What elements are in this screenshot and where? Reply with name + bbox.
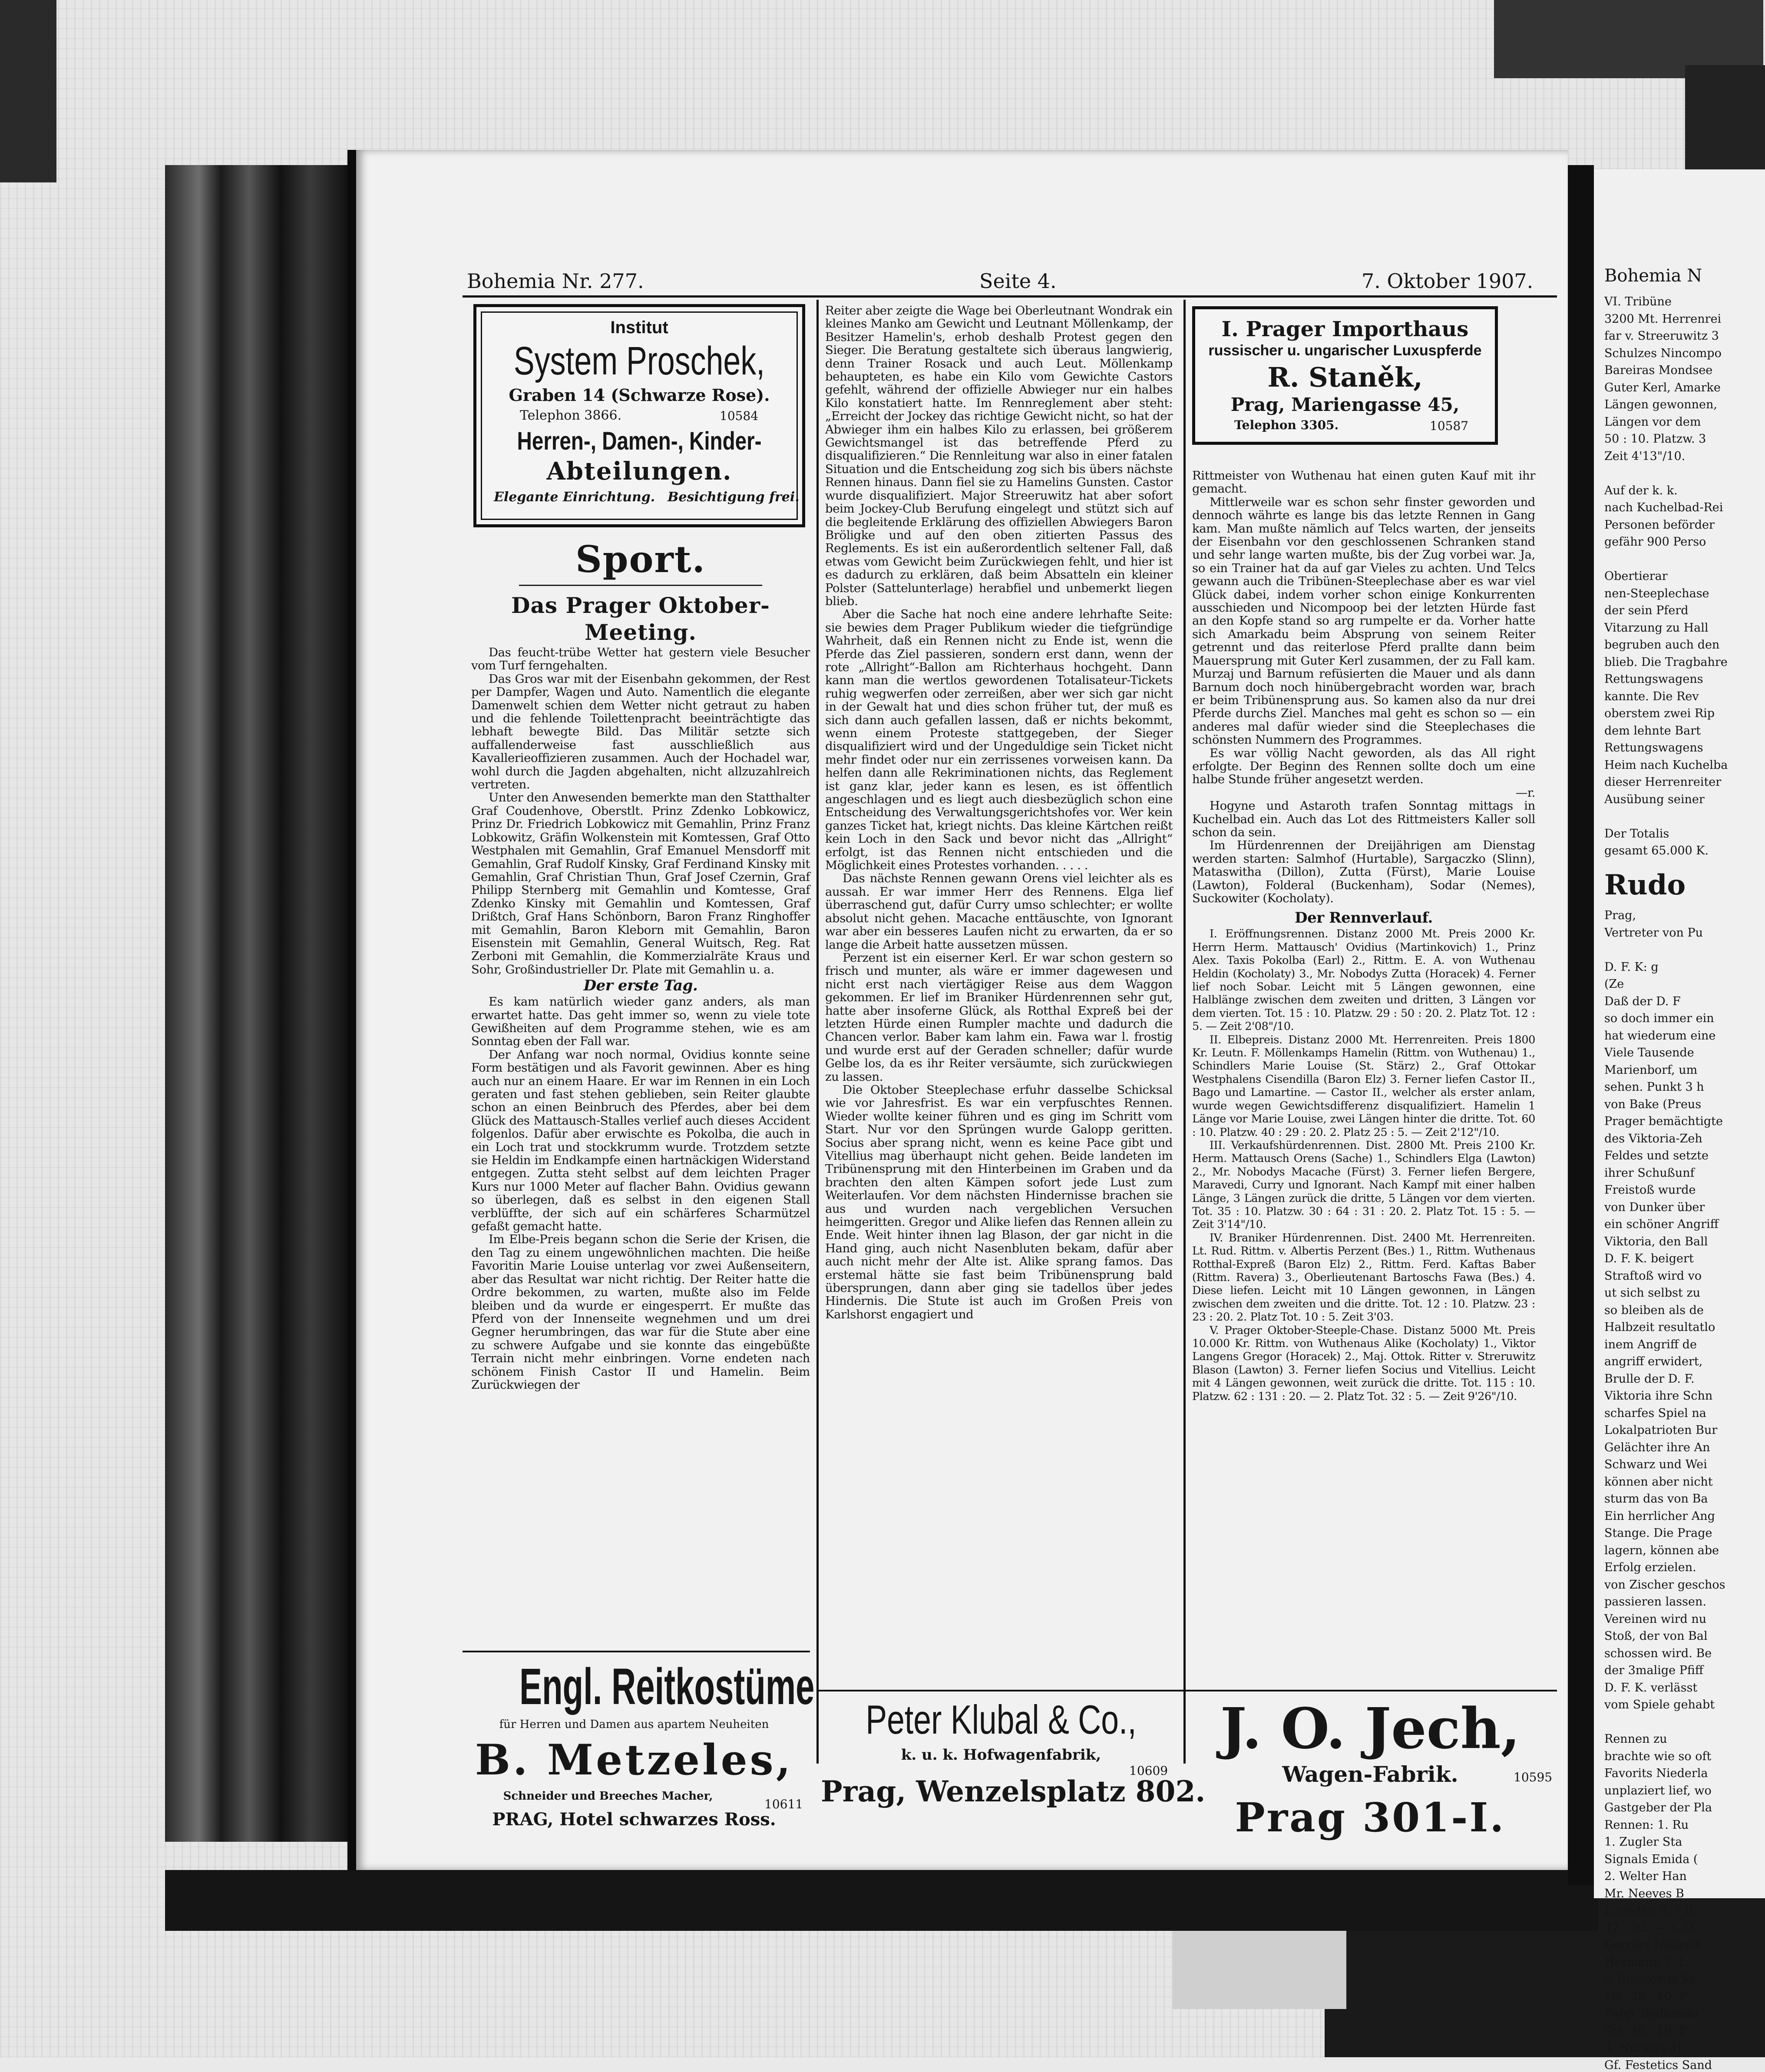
article-headline: Das Prager Oktober-Meeting.	[511, 592, 770, 645]
film-smudge	[0, 0, 56, 182]
adjacent-page-line: Vitarzung zu Hall	[1604, 621, 1709, 635]
adjacent-page-line: VI. Tribüne	[1604, 295, 1672, 308]
adjacent-page-line: Längen vor dem	[1604, 415, 1701, 429]
adjacent-page-line: Halbzeit resultatlo	[1604, 1321, 1715, 1334]
header-rule	[463, 295, 1557, 298]
column-rule	[816, 300, 819, 1764]
ad-stanek-name: R. Staněk,	[1267, 361, 1423, 393]
adjacent-page-line: Gelächter ihre An	[1604, 1440, 1710, 1454]
adjacent-page-line: gesamt 65.000 K.	[1604, 844, 1709, 857]
article-paragraph: Das nächste Rennen gewann Orens viel leichter als es aussah. Er war immer Herr des Rennens. Elga lief überraschend gut, dafür Curry umso schlechter; er wollte absolut nicht gehen. Macache enttäuschte, von Ignorant war aber ein besseres Laufen nicht zu erwarten, da er so lange die Arbeit hatte aussetzen müssen.	[825, 871, 1173, 952]
adjacent-page-line: Gerrers Neuzeit	[1604, 1938, 1701, 1952]
adjacent-page-line: Obertierar	[1604, 569, 1668, 583]
article-paragraph: Im Hürdenrennen der Dreijährigen am Dienstag werden starten: Salmhof (Hurtable), Sargaczko (Slinn), Mataswitha (Dillon), Zutta (Fürst), Marie Louise (Lawton), Folderal (Buckenham), Sodar (Nemes), Suckowiter (Kocholaty).	[1192, 838, 1535, 905]
article-column-3	[1192, 469, 1535, 1685]
article-column-2	[825, 304, 1173, 1685]
adjacent-page-line: ut sich selbst zu	[1604, 1286, 1701, 1300]
adjacent-page-line: oberstem zwei Rip	[1604, 707, 1715, 720]
ad-metzeles-name: B. Metzeles,	[475, 1735, 793, 1784]
adjacent-page-line: (Ze	[1604, 977, 1624, 991]
section-divider	[519, 585, 762, 586]
article-paragraph: Perzent ist ein eiserner Kerl. Er war schon gestern so frisch und munter, als wäre er immer dagewesen und nicht erst nach viertägiger Reise aus dem Waggon gekommen. Er lief im Braniker Hürdenrennen sehr gut, hatte aber insoferne Glück, als Rotthal Expreß bei der letzten Hürde einen Rumpler machte und dadurch die Chancen verlor. Baber kam lahm ein. Fawa war l. frostig und wurde erst auf der Geraden schneller; dafür wurde Gelbe los, da es ihr Reiter versäumte, sich zurückwiegen zu lassen.	[825, 950, 1173, 1084]
adjacent-page-line: inem Angriff de	[1604, 1337, 1697, 1351]
adjacent-page-line: Viktoria, den Ball	[1604, 1235, 1708, 1248]
ad-proschek-line1: Institut	[610, 318, 668, 337]
subheading-first-day: Der erste Tag.	[583, 977, 698, 995]
adjacent-page-line: Vertreter von Pu	[1604, 926, 1703, 940]
ad-metzeles	[460, 1657, 815, 1861]
adjacent-page-line: Gf. Festetics Sand	[1604, 2058, 1712, 2072]
adjacent-page-line: Rudo	[1604, 869, 1686, 901]
adjacent-page-line: Lonedan 3. 7 li	[1604, 1904, 1693, 1917]
ad-proschek-view: Besichtigung frei.	[668, 490, 800, 505]
ad-jech-title: J. O. Jech,	[1220, 1696, 1520, 1761]
adjacent-page-line: nach Kuchelbad-Rei	[1604, 501, 1723, 514]
adjacent-page-line: blieb. Die Tragbahre	[1604, 655, 1728, 669]
adjacent-page-line: Mr. Neeves B	[1604, 1887, 1684, 1900]
adjacent-page-line: Rennen zu	[1604, 1732, 1667, 1746]
adjacent-page-line: nen-Steeplechase	[1604, 586, 1709, 600]
column-rule	[1183, 300, 1186, 1764]
article-paragraph: Das Gros war mit der Eisenbahn gekommen, der Rest per Dampfer, Wagen und Auto. Namentlich die elegante Damenwelt schien dem Wetter nicht getraut zu haben und die fehlende Toilettenpracht beeinträchtigte das lebhaft bewegte Bild. Das Militär setzte sich auffallenderweise fast ausschließlich aus Kavallerieoffizieren zusammen. Auch der Hochadel war, wohl durch die Jagden abgehalten, nicht allzuzahlreich vertreten.	[471, 672, 810, 792]
adjacent-page-line: von Bake (Preus	[1604, 1097, 1702, 1111]
adjacent-page-line: so bleiben als de	[1604, 1303, 1704, 1317]
race-result: II. Elbepreis. Distanz 2000 Mt. Herrenreiten. Preis 1800 Kr. Leutn. F. Möllenkamps Hamelin (Rittm. von Wuthenau) 1., Schindlers Marie Louise (St. Stärz) 2., Graf Ottokar Westphalens Cisendilla (Baron Elz) 3. Ferner liefen Castor II., Bago und Lamartine. — Castor II., welcher als erster anlam, wurde wegen Gewichtsdifferenz disqualifiziert. Hamelin 1 Länge vor Marie Louise, zwei Längen hinter die dritte. Tot. 60 : 10. Platzw. 40 : 29 : 20. 2. Platz 25 : 5. — Zeit 2'12"/10.	[1192, 1033, 1535, 1139]
adjacent-page-line: Signals Emida (	[1604, 1852, 1698, 1866]
film-smudge	[1685, 65, 1765, 178]
adjacent-page-line: Rettungswagens	[1604, 741, 1703, 755]
ads-rule	[463, 1651, 810, 1652]
ad-klubal-address: Prag, Wenzelsplatz 802.	[821, 1774, 1206, 1808]
book-binding	[165, 165, 352, 1842]
adjacent-page-line: Auf der k. k.	[1604, 483, 1678, 497]
article-paragraph: Es war völlig Nacht geworden, als das All right erfolgte. Der Beginn des Rennen sollte doch um eine halbe Stunde früher angesetzt werden.	[1192, 746, 1535, 787]
adjacent-page-line: der 3malige Pfiff	[1604, 1664, 1704, 1677]
adjacent-page-line: Ein herrlicher Ang	[1604, 1509, 1715, 1523]
adjacent-page-line: D. F. K. verlässt	[1604, 1681, 1698, 1695]
page-bottom-shadow	[165, 1870, 1598, 1931]
adjacent-page-line: Ausübung seiner	[1604, 792, 1705, 806]
adjacent-page-line: des Viktoria-Zeh	[1604, 1132, 1702, 1145]
adjacent-page-line: Prag,	[1604, 909, 1636, 922]
ad-proschek-elegant: Elegante Einrichtung.	[494, 490, 655, 505]
article-paragraph: Rittmeister von Wuthenau hat einen guten Kauf mit ihr gemacht.	[1192, 469, 1535, 496]
adjacent-page-line: der sein Pferd	[1604, 604, 1689, 617]
issue-date: 7. Oktober 1907.	[1362, 269, 1534, 293]
adjacent-page-line: Straftoß wird vo	[1604, 1269, 1702, 1283]
article-paragraph: Die Oktober Steeplechase erfuhr dasselbe Schicksal wie vor Jahresfrist. Es war ein verpfuschtes Rennen. Wieder wollte keiner führen und es ging im Schritt vom Start. Nur vor den Sprüngen wurde Galopp geritten. Socius aber sprang nicht, wenn es keine Pace gibt und Vitellius mag überhaupt nicht gehen. Beide landeten im Tribünensprung mit den Hinterbeinen im Graben und da brachten den alten Kämpen sofort jede Lust zum Weiterlaufen. Vor dem nächsten Hindernisse brachen sie aus und wurden nach vergeblichen Versuchen heimgeritten. Gregor und Alike liefen das Rennen allein zu Ende. Weit hinter ihnen lag Blason, der gar nicht in die Hand ging, auch nicht Nasenbluten bekam, dafür aber auch nicht mehr der Alte ist. Alike sprang famos. Das erstemal hätte sie fast beim Tribünensprung bald übersprungen, dann aber ging sie tadellos über jedes Hindernis. Die Stute ist auch im Großen Preis von Karlshorst engagiert und	[825, 1082, 1173, 1321]
article-signature: —r.	[1515, 785, 1535, 800]
page-fold	[1568, 165, 1594, 1885]
adjacent-page-line: Tot. 28 : 10. P	[1604, 1989, 1687, 2003]
adjacent-page-line: 2. Welter Han	[1604, 1870, 1687, 1883]
ad-jech-address: Prag 301-I.	[1235, 1794, 1506, 1841]
subheading-race-results: Der Rennverlauf.	[1294, 909, 1433, 927]
sport-column	[471, 539, 810, 1642]
adjacent-page-line: Freistoß wurde	[1604, 1183, 1696, 1197]
adjacent-page-line: vom Spiele gehabt	[1604, 1698, 1715, 1711]
article-paragraph: Mittlerweile war es schon sehr finster geworden und dennoch währte es lange bis das letzte Rennen in Gang kam. Man mußte nämlich auf Telcs warten, der jenseits der Eisenbahn vor den geschlossenen Schranken stand und sehr lange warten mußte, bis der Zug vorbei war. Ja, so ein Trainer hat da auf gar Vieles zu achten. Und Telcs gewann auch die Tribünen-Steeplechase aber es war viel Glück dabei, indem vorher schon einige Konkurrenten ausschieden und Nicompoop bei der letzten Hürde fast an den Kopfe stand so arg rumpelte er da. Vorher hatte sich Amarkadu beim Absprung von seinem Reiter getrennt und das reiterlose Pferd prallte dann beim Mauersprung mit Guter Kerl zusammen, der zu Fall kam. Murzaj und Barnum refüsierten die Mauer und als dann Barnum doch noch hinübergebracht worden war, brach er beim Tribünensprung aus. So kamen also da nur drei Pferde durchs Ziel. Manches mal geht es schon so — ein anderes mal dafür wieder sind die Steeplechases die schönsten Nummern des Programmes.	[1192, 495, 1535, 747]
ad-metzeles-trade: Schneider und Breeches Macher,	[503, 1790, 713, 1803]
adjacent-page-line: Schulzes Nincompo	[1604, 346, 1722, 360]
adjacent-page-line: v. Blaskovits St	[1604, 1973, 1694, 1986]
adjacent-page-line: Daß der D. F	[1604, 994, 1681, 1008]
adjacent-page-line: Stange. Die Prage	[1604, 1526, 1712, 1540]
article-paragraph: Das feucht-trübe Wetter hat gestern viele Besucher vom Turf ferngehalten.	[471, 645, 810, 673]
article-paragraph: Reiter aber zeigte die Wage bei Oberleutnant Wondrak ein kleines Manko am Gewicht und Leutnant Möllenkamp, der Besitzer Hamelin's, erhob deshalb Protest gegen den Sieger. Die Beratung gestaltete sich überaus langwierig, denn Trainer Rosack und auch Leut. Möllenkamp behaupteten, es habe ein Kilo vom Gewichte Castors gefehlt, während der offizielle Abwieger nur ein halbes Kilo konstatiert hatte. Im Rennreglement aber steht: „Erreicht der Jockey das richtige Gewicht nicht, so hat der Abwieger ihm ein halbes Kilo zu erlassen, bei größerem Gewichtsmangel ist das betreffende Pferd zu disqualifizieren.“ Die Rennleitung war also in einer fatalen Situation und die Entscheidung zog sich bis übers nächste Rennen hinaus. Dann fiel sie zu Hamelins Gunsten. Castor wurde disqualifiziert. Major Streeruwitz hat aber sofort beim Jockey-Club Berufung eingelegt und stützt sich auf die begleitende Erklärung des offiziellen Abwiegers Baron Bröligke und auf den oben zitierten Passus des Reglements. Es ist ein außerordentlich seltener Fall, daß etwas vom Gewicht beim Zurückwiegen fehlt, und hier ist es dadurch zu erklären, daß beim Absatteln ein kleiner Polster (Sattelunterlage) herabfiel und unbemerkt liegen blieb.	[825, 304, 1173, 608]
adjacent-page-line: Bohemia N	[1604, 266, 1702, 286]
adjacent-page-line: Brulle der D. F.	[1604, 1372, 1695, 1386]
race-result: IV. Braniker Hürdenrennen. Dist. 2400 Mt. Herrenreiten. Lt. Rud. Rittm. v. Albertis Perzent (Bes.) 1., Rittm. Wuthenaus Rotthal-Expreß (Baron Elz) 2., Rittm. Ferd. Kaftas Baber (Rittm. Ravera) 3., Oberlieutenant Bartoschs Fawa (Bes.) 4. Diese liefen. Leicht mit 10 Längen gewonnen, in Längen zwischen dem zweiten und die dritte. Tot. 12 : 10. Platzw. 23 : 23 : 20. 2. Platz Tot. 10 : 5. Zeit 3'03.	[1192, 1231, 1535, 1324]
ad-metzeles-title: Engl. Reitkostüme	[519, 1658, 815, 1715]
ad-jo-jech	[1183, 1696, 1557, 1857]
ad-stanek-line2: russischer u. ungarischer Luxuspferde	[1208, 342, 1482, 359]
adjacent-page-line: Bareiras Mondsee	[1604, 364, 1713, 377]
adjacent-page-line: von Zischer geschos	[1604, 1578, 1725, 1592]
article-paragraph: Im Elbe-Preis begann schon die Serie der Krisen, die den Tag zu einem ungewöhnlichen machten. Die heiße Favoritin Marie Louise unterlag vor zwei Außenseitern, aber das Resultat war nicht richtig. Der Reiter hatte die Ordre bekommen, zu warten, mußte also im Felde bleiben und da wurde er eingesperrt. Er mußte das Pferd von der Innenseite wegnehmen und um drei Gegner herumbringen, das war für die Stute aber eine zu schwere Aufgabe und sie konnte das eingebüßte Terrain nicht mehr einbringen. Vorne endeten nach schönem Finish Castor II und Hamelin. Beim Zurückwiegen der	[471, 1232, 810, 1392]
adjacent-page-line: Vereinen wird nu	[1604, 1612, 1707, 1626]
ad-klubal-title: Peter Klubal & Co.,	[866, 1697, 1137, 1742]
article-paragraph: Aber die Sache hat noch eine andere lehrhafte Seite: sie bewies dem Prager Publikum wieder die tiefgründige Wahrheit, daß ein Rennen nicht zu Ende ist, wenn die Pferde das Ziel passieren, sondern erst dann, wenn der rote „Allright“-Ballon am Richterhaus hochgeht. Dann kann man die wertlos gewordenen Totalisateur-Tickets ruhig wegwerfen oder zerreißen, aber wer sich gar nicht in der Gewalt hat und dies schon früher tut, der muß es sich dann auch gefallen lassen, daß er nichts bekommt, wenn einem Proteste stattgegeben, der Sieger disqualifiziert wird und der Ungeduldige sein Ticket nicht mehr findet oder nur ein zerrissenes vorweisen kann. Da helfen dann alle Rekriminationen nichts, das Reglement ist ganz klar, jeder kann es lesen, es ist öffentlich angeschlagen und es liegt auch diesbezüglich schon eine Entscheidung des Verwaltungsgerichtshofes vor. Wer kein ganzes Ticket hat, kriegt nichts. Das kleine Kärtchen reißt kein Loch in den Sack und bevor nicht das „Allright“ erfolgt, ist das Rennen nicht entschieden und die Möglichkeit eines Protestes vorhanden. . . . .	[825, 607, 1173, 873]
adjacent-page-line: Schwarz und Wei	[1604, 1458, 1707, 1471]
adjacent-page-line: 3200 Mt. Herrenrei	[1604, 312, 1722, 326]
adjacent-page-line: Der Totalis	[1604, 827, 1669, 841]
adjacent-page-line: gefähr 900 Perso	[1604, 535, 1706, 549]
adjacent-page-line: 1. Zugler Sta	[1604, 1835, 1682, 1849]
ad-stanek-phone: Telephon 3305.	[1234, 418, 1339, 432]
adjacent-page-line: Rennen: 1. Ru	[1604, 1818, 1689, 1832]
article-paragraph: Unter den Anwesenden bemerkte man den Statthalter Graf Coudenhove, Oberstlt. Prinz Zdenko Lobkowicz, Prinz Dr. Friedrich Lobkowicz mit Gemahlin, Prinz Franz Lobkowitz, Gräfin Wolkenstein mit Komtessen, Graf Otto Westphalen mit Gemahlin, Graf Emanuel Mensdorff mit Gemahlin, Graf Rudolf Kinsky, Graf Ferdinand Kinsky mit Gemahlin, Graf Christian Thun, Graf Josef Czernin, Graf Philipp Sternberg mit Gemahlin und Komtesse, Graf Zdenko Kinsky mit Gemahlin und Komtessen, Graf Drißtch, Graf Hans Schönborn, Baron Franz Ringhoffer mit Gemahlin, Baron Kleborn mit Gemahlin, Baron Eisenstein mit Gemahlin, General Wuitsch, Reg. Rat Zerboni mit Gemahlin, die Kommerzialräte Kraus und Sohr, Großindustrieller Dr. Plate mit Gemahlin u. a.	[471, 791, 810, 976]
adjacent-page-line: Favorits Niederla	[1604, 1767, 1708, 1780]
adjacent-page-line: Rettungswagens	[1604, 672, 1703, 686]
adjacent-page-line: sturm das von Ba	[1604, 1492, 1708, 1506]
adjacent-page-line: angriff erwidert,	[1604, 1355, 1703, 1368]
adjacent-page-line: Stoß, der von Bal	[1604, 1629, 1708, 1643]
adjacent-page-line: Marienborf, um	[1604, 1063, 1698, 1077]
adjacent-page-line: unplaziert lief, wo	[1604, 1784, 1712, 1797]
adjacent-page-line: hat wiederum eine	[1604, 1029, 1716, 1043]
ad-stanek-num: 10587	[1430, 419, 1469, 433]
paper-name: Bohemia Nr. 277.	[467, 269, 644, 293]
adjacent-page-line: Gastgeber der Pla	[1604, 1801, 1712, 1814]
ad-proschek-phone: Telephon 3866.	[520, 408, 622, 423]
adjacent-page-line: Zeit 4'13"/10.	[1604, 449, 1686, 463]
adjacent-page-line: von Dunker über	[1604, 1200, 1705, 1214]
ad-stanek-line1: I. Prager Importhaus	[1221, 317, 1469, 341]
ad-klubal-sub: k. u. k. Hofwagenfabrik,	[901, 1746, 1101, 1764]
ad-jech-sub: Wagen-Fabrik.	[1282, 1761, 1458, 1787]
ad-metzeles-sub: für Herren und Damen aus apartem Neuheiten	[499, 1718, 769, 1731]
race-result: I. Eröffnungsrennen. Distanz 2000 Mt. Preis 2000 Kr. Herrn Herm. Mattausch' Ovidius (Martinkovich) 1., Prinz Alex. Taxis Pokolba (Earl) 2., Rittm. E. A. von Wuthenau Heldin (Kocholaty) 3., Mr. Nobodys Zutta (Horacek) 4. Ferner lief noch Sobar. Leicht mit 5 Längen gewonnen, eine Halblänge zwischen dem zweiten und dritten, 3 Längen vor dem vierten. Tot. 15 : 10. Platzw. 29 : 50 : 20. 2. Platz Tot. 12 : 5. — Zeit 2'08"/10.	[1192, 927, 1535, 1033]
adjacent-page-line: Tot. 48 : 10. P	[1604, 2024, 1687, 2038]
adjacent-page-line: 42 : 20. — 3. O	[1604, 1921, 1693, 1935]
adjacent-page-line: Erfolg erzielen.	[1604, 1561, 1696, 1574]
adjacent-page-line: Heim nach Kuchelba	[1604, 758, 1728, 772]
page-number: Seite 4.	[979, 269, 1057, 293]
race-result: V. Prager Oktober-Steeple-Chase. Distanz 5000 Mt. Preis 10.000 Kr. Rittm. von Wuthenaus Alike (Kocholaty) 1., Viktor Langens Gregor (Horacek) 2., Maj. Ottok. Ritter v. Streruwitz Blason (Lawton) 3. Ferner liefen Socius und Vitellius. Leicht mit 4 Längen gewonnen, weit zurück die dritte. Tot. 115 : 10. Platzw. 62 : 131 : 20. — 2. Platz Tot. 32 : 5. — Zeit 9'26"/10.	[1192, 1324, 1535, 1403]
adjacent-page-line: ein schöner Angriff	[1604, 1218, 1719, 1231]
ad-metzeles-num: 10611	[764, 1797, 803, 1811]
ad-klubal-num: 10609	[1129, 1764, 1168, 1778]
ads-rule	[819, 1690, 1557, 1691]
adjacent-page-line: Guter Kerl, Amarke	[1604, 381, 1721, 394]
adjacent-page-line: D. F. K: g	[1604, 960, 1659, 974]
adjacent-page-line: Feldes und setzte	[1604, 1149, 1709, 1162]
adjacent-page-line: Lokalpatrioten Bur	[1604, 1423, 1718, 1437]
adjacent-page-line: können aber nicht	[1604, 1475, 1713, 1489]
adjacent-page-line: Längen gewonnen,	[1604, 398, 1718, 411]
adjacent-page-line: 50 : 10. Platzw. 3	[1604, 432, 1706, 446]
adjacent-page-line: kannte. Die Rev	[1604, 689, 1699, 703]
adjacent-page-line: so doch immer ein	[1604, 1012, 1714, 1025]
adjacent-page-line: Viktoria ihre Schn	[1604, 1389, 1713, 1403]
ad-metzeles-address: PRAG, Hotel schwarzes Ross.	[492, 1809, 776, 1830]
ad-proschek-departments: Herren-, Damen-, Kinder-	[517, 427, 762, 455]
ad-stanek-address: Prag, Mariengasse 45,	[1230, 394, 1460, 415]
adjacent-page-line: dieser Herrenreiter	[1604, 775, 1722, 789]
adjacent-page-line: ihrer Schußunf	[1604, 1166, 1695, 1180]
race-result: III. Verkaufshürdenrennen. Dist. 2800 Mt. Preis 2100 Kr. Herm. Mattausch Orens (Sache) 1., Schindlers Elga (Lawton) 2., Mr. Nobodys Macache (Fürst) 3. Ferner liefen Bergere, Maravedi, Curry und Ignorant. Nach Kampf mit einer halben Länge, 3 Längen zurück die dritte, 5 Längen vor dem vierten. Tot. 35 : 10. Platzw. 30 : 64 : 31 : 20. 2. Platz Tot. 15 : 5. — Zeit 3'14"/10.	[1192, 1139, 1535, 1231]
adjacent-page-line: Papp, Sedirmda	[1604, 2007, 1699, 2020]
ad-system-proschek	[473, 304, 805, 527]
film-smudge	[1173, 1931, 1346, 2009]
adjacent-page-line: Viele Tausende	[1604, 1046, 1694, 1059]
adjacent-page-line: passieren lassen.	[1604, 1595, 1706, 1609]
article-paragraph: Es kam natürlich wieder ganz anders, als man erwartet hatte. Das geht immer so, wenn zu viele tote Gewißheiten auf dem Programme stehen, wie es am Sonntag eben der Fall war.	[471, 995, 810, 1049]
adjacent-page-line: lagern, können abe	[1604, 1543, 1719, 1557]
ad-peter-klubal	[821, 1696, 1206, 1857]
adjacent-page-line: Hermann 3. L	[1604, 1955, 1687, 1969]
adjacent-page-line: scharfes Spiel na	[1604, 1406, 1706, 1420]
article-paragraph: Hogyne und Astaroth trafen Sonntag mittags in Kuchelbad ein. Auch das Lot des Rittmeisters Kaller soll schon da sein.	[1192, 799, 1535, 839]
ad-proschek-abteilungen: Abteilungen.	[546, 457, 732, 486]
page-header	[467, 269, 1553, 295]
ad-proschek-num: 10584	[720, 409, 759, 423]
section-title-sport: Sport.	[575, 538, 706, 581]
adjacent-page-line: brachte wie so oft	[1604, 1749, 1712, 1763]
adjacent-page-line: Personen beförder	[1604, 518, 1715, 532]
adjacent-page-line: dem lehnte Bart	[1604, 724, 1701, 738]
ad-stanek-importhaus	[1192, 306, 1498, 445]
adjacent-page-line: far v. Streeruwitz 3	[1604, 329, 1719, 343]
adjacent-page-line: schossen wird. Be	[1604, 1646, 1712, 1660]
adjacent-page-line: Prager bemächtigte	[1604, 1115, 1723, 1128]
adjacent-page-line: 4. Nursery-H	[1604, 2041, 1682, 2055]
adjacent-page-line: sehen. Punkt 3 h	[1604, 1080, 1704, 1094]
ad-jech-num: 10595	[1514, 1770, 1553, 1784]
article-paragraph: Der Anfang war noch normal, Ovidius konnte seine Form bestätigen und als Favorit gewinnen. Aber es hing auch nur an einem Haare. Er war im Rennen in ein Loch geraten und fast stehen geblieben, sein Reiter glaubte schon an einen Beinbruch des Pferdes, aber bei dem Glück des Mattausch-Stalles verlief auch dieses Accident folgenlos. Dafür aber erwischte es Pokolba, die auch in ein Loch trat und stockkrumm wurde. Trotzdem setzte sie Heldin im Endkampfe einen hartnäckigen Widerstand entgegen. Zutta steht selbst auf dem leichten Prager Kurs nur 1000 Meter auf flacher Bahn. Ovidius gewann so überlegen, daß es selbst in den eigenen Stall verblüffte, der sich auf ein schärferes Scharmützel gefaßt gemacht hatte.	[471, 1047, 810, 1234]
ad-proschek-title: System Proschek,	[513, 339, 765, 383]
adjacent-page-line: begruben auch den	[1604, 638, 1720, 652]
adjacent-page	[1594, 169, 1765, 2072]
ad-proschek-address: Graben 14 (Schwarze Rose).	[509, 385, 770, 405]
adjacent-page-line: D. F. K. beigert	[1604, 1252, 1694, 1265]
